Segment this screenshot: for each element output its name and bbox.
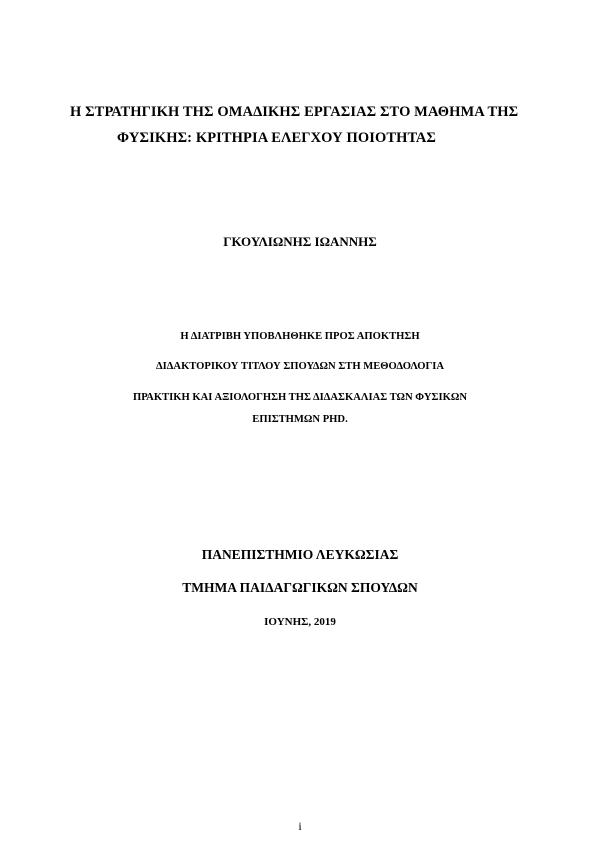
thesis-title-line-1: Η ΣΤΡΑΤΗΓΙΚΗ ΤΗΣ ΟΜΑΔΙΚΗΣ ΕΡΓΑΣΙΑΣ ΣΤΟ ΜΑΘΗΜΑ ΤΗΣ (70, 104, 519, 120)
thesis-statement-line-4: ΕΠΙΣΤΗΜΩΝ PHD. (252, 414, 348, 425)
page-number: i (298, 819, 302, 833)
thesis-statement-line-3: ΠΡΑΚΤΙΚΗ ΚΑΙ ΑΞΙΟΛΟΓΗΣΗ ΤΗΣ ΔΙΔΑΣΚΑΛΙΑΣ ΤΩΝ ΦΥΣΙΚΩΝ (133, 392, 467, 403)
thesis-statement-line-2: ΔΙΔΑΚΤΟΡΙΚΟΥ ΤΙΤΛΟΥ ΣΠΟΥΔΩΝ ΣΤΗ ΜΕΘΟΔΟΛΟΓΙΑ (156, 361, 444, 372)
thesis-title-line-2: ΦΥΣΙΚΗΣ: ΚΡΙΤΗΡΙΑ ΕΛΕΓΧΟΥ ΠΟΙΟΤΗΤΑΣ (117, 130, 437, 146)
submission-date: ΙΟΥΝΗΣ, 2019 (264, 616, 336, 628)
university-name: ΠΑΝΕΠΙΣΤΗΜΙΟ ΛΕΥΚΩΣΙΑΣ (201, 547, 399, 562)
department-name: ΤΜΗΜΑ ΠΑΙΔΑΓΩΓΙΚΩΝ ΣΠΟΥΔΩΝ (182, 580, 418, 595)
author-name: ΓΚΟΥΛΙΩΝΗΣ ΙΩΑΝΝΗΣ (223, 234, 377, 249)
thesis-statement-line-1: Η ΔΙΑΤΡΙΒΗ ΥΠΟΒΛΗΘΗΚΕ ΠΡΟΣ ΑΠΟΚΤΗΣΗ (180, 331, 420, 342)
